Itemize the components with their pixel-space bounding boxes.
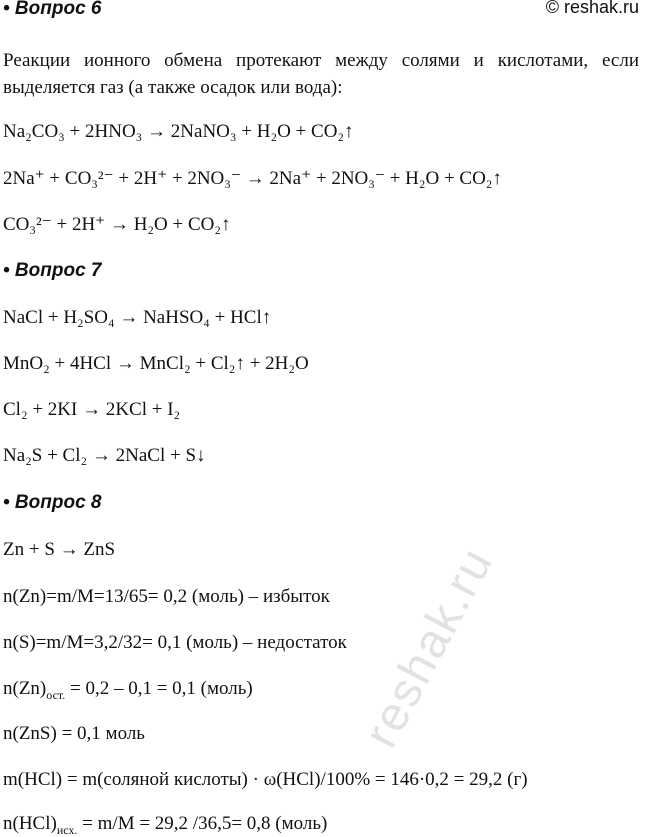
q8-hcl-initial — [3, 812, 327, 836]
q8-hcl-initial-value: = m/M = 29,2 /36,5= 0,8 (моль) — [77, 813, 328, 834]
q8-hcl-initial-subscript: исх. — [56, 822, 78, 837]
q8-zn-remaining-label: n(Zn) — [3, 678, 47, 699]
q8-reaction: Zn + S → ZnS — [3, 539, 116, 560]
q6-equation-full-ionic: 2Na⁺ + CO₃²⁻ + 2H⁺ + 2NO₃⁻ → 2Na⁺ + 2NO₃⁻ + H₂O + CO₂↑ — [3, 168, 502, 189]
q7-equation-1: NaCl + H₂SO₄ → NaHSO₄ + HCl↑ — [3, 307, 272, 328]
q8-hcl-initial-label: n(HCl) — [3, 813, 57, 834]
q8-zn-remaining-value: = 0,2 – 0,1 = 0,1 (моль) — [65, 678, 253, 699]
q8-s-amount: n(S)=m/M=3,2/32= 0,1 (моль) – недостаток — [3, 632, 347, 653]
q7-equation-4: Na₂S + Cl₂ → 2NaCl + S↓ — [3, 445, 206, 466]
question-7-heading: • Вопрос 7 — [3, 260, 102, 281]
question-6-intro: Реакции ионного обмена протекают между солями и кислотами, если выделяется газ (а также осадок или вода): — [3, 50, 639, 98]
reshak-watermark: reshak.ru — [354, 538, 504, 757]
copyright-label: © reshak.ru — [545, 0, 639, 17]
q8-zn-remaining — [3, 677, 253, 701]
q7-equation-2: MnO₂ + 4HCl → MnCl₂ + Cl₂↑ + 2H₂O — [3, 353, 309, 374]
q8-zns-amount: n(ZnS) = 0,1 моль — [3, 723, 145, 744]
q8-zn-remaining-subscript: ост. — [46, 687, 66, 702]
q8-zn-amount: n(Zn)=m/M=13/65= 0,2 (моль) – избыток — [3, 586, 330, 607]
question-6-heading: • Вопрос 6 — [3, 0, 102, 19]
q7-equation-3: Cl₂ + 2KI → 2KCl + I₂ — [3, 399, 181, 420]
q6-equation-short-ionic: CO₃²⁻ + 2H⁺ → H₂O + CO₂↑ — [3, 214, 231, 235]
q8-hcl-mass: m(HCl) = m(соляной кислоты) · ω(HCl)/100% = 146·0,2 = 29,2 (г) — [3, 769, 528, 790]
q6-equation-molecular: Na₂CO₃ + 2HNO₃ → 2NaNO₃ + H₂O + CO₂↑ — [3, 121, 354, 142]
question-8-heading: • Вопрос 8 — [3, 492, 102, 513]
